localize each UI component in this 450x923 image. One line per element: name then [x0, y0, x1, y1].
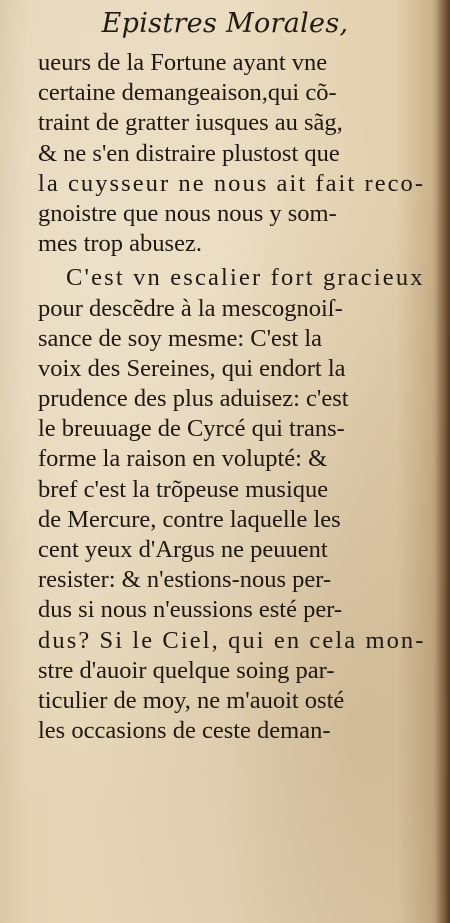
- text-line: de Mercure, contre laquelle les: [38, 505, 341, 533]
- text-line: C'est vn escalier fort gracieux: [66, 264, 425, 292]
- text-line: prudence des plus aduisez: c'est: [38, 385, 349, 413]
- text-line: & ne s'en distraire plustost que: [38, 139, 340, 167]
- text-line: bref c'est la trõpeuse musique: [38, 475, 329, 503]
- text-line: ticulier de moy, ne m'auoit osté: [38, 686, 345, 714]
- page-bottom-margin: [0, 830, 450, 923]
- paragraph-1: [38, 48, 426, 259]
- text-line: mes trop abusez.: [38, 230, 202, 258]
- text-line: pour descẽdre à la mescognoiſ-: [38, 294, 343, 322]
- text-line: certaine demangeaison,qui cõ-: [38, 79, 337, 107]
- text-line: sance de soy mesme: C'est la: [38, 324, 323, 352]
- text-line: traint de gratter iusques au sãg,: [38, 109, 343, 137]
- text-line: stre d'auoir quelque soing par-: [38, 656, 335, 684]
- text-line: resister: & n'estions-nous per-: [38, 566, 332, 594]
- text-line: forme la raison en volupté: &: [38, 445, 328, 473]
- text-line: cent yeux d'Argus ne peuuent: [38, 536, 328, 563]
- text-line: gnoistre que nous nous y som-: [38, 199, 337, 227]
- page-body-text: [38, 48, 426, 746]
- text-line: dus? Si le Ciel, qui en cela mon-: [38, 626, 426, 654]
- text-line: voix des Sereines, qui endort la: [38, 354, 346, 382]
- text-line: les occasions de ceste deman-: [38, 717, 331, 745]
- text-line: ueurs de la Fortune ayant vne: [38, 49, 328, 76]
- text-line: dus si nous n'eussions esté per-: [38, 596, 343, 624]
- running-title: Epistres Morales,: [101, 8, 349, 39]
- paragraph-2: [38, 263, 426, 746]
- page-gutter-shadow: [436, 0, 450, 923]
- text-line: la cuysseur ne nous ait fait reco-: [38, 169, 426, 197]
- text-line: le breuuage de Cyrcé qui trans-: [38, 415, 345, 443]
